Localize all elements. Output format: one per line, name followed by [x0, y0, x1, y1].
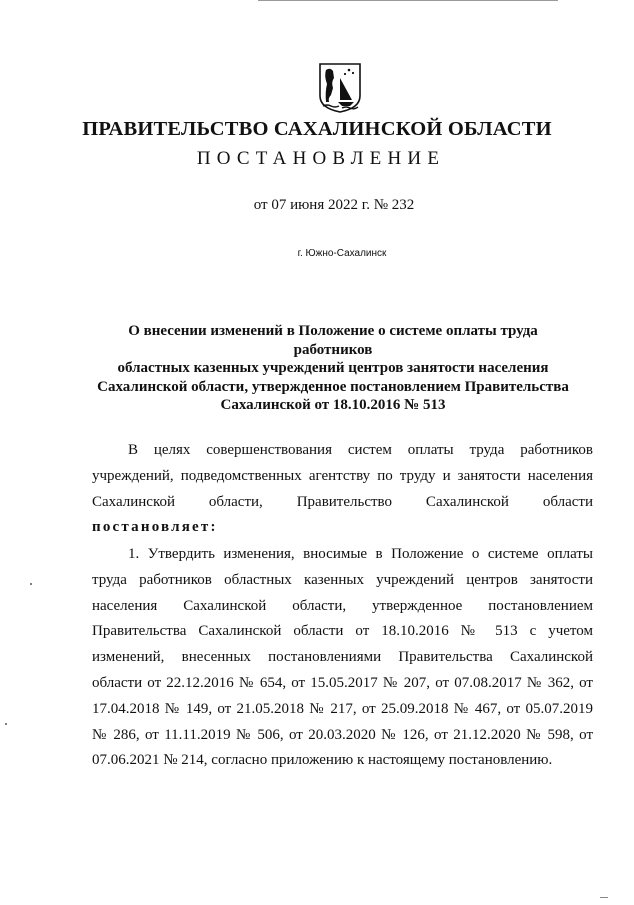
preamble-line: Сахалинской области, Правительство Сахалинской области	[92, 493, 593, 510]
city-name: г. Южно-Сахалинск	[297, 248, 387, 259]
item-line: 17.04.2018 № 149, от 21.05.2018 № 217, от 25.09.2018 № 467, от 05.07.2019	[92, 700, 593, 717]
document-type: ПОСТАНОВЛЕНИЕ	[196, 148, 446, 169]
document-subject	[88, 322, 578, 415]
decree-word: постановляет:	[92, 519, 218, 536]
item-line: труда работников областных казенных учреждений центров занятости	[92, 571, 593, 588]
coat-of-arms-icon	[318, 62, 362, 114]
item-line: 1. Утвердить изменения, вносимые в Положение о системе оплаты	[128, 546, 593, 562]
item-line: 07.06.2021 № 214, согласно приложению к настоящему постановлению.	[92, 752, 553, 769]
item-line: Правительства Сахалинской области от 18.10.2016 № 513 с учетом	[92, 623, 593, 640]
item-1-paragraph	[92, 542, 593, 774]
subject-line: О внесении изменений в Положение о системе оплаты труда работников	[128, 323, 538, 358]
item-line: изменений, внесенных постановлениями Правительства Сахалинской	[92, 649, 593, 666]
preamble-line: учреждений, подведомственных агентству по труду и занятости населения	[92, 467, 593, 484]
preamble-line: В целях совершенствования систем оплаты труда работников	[128, 442, 593, 458]
subject-line: Сахалинской области, утвержденное постановлением Правительства	[97, 378, 569, 395]
scan-speck	[600, 897, 608, 898]
item-line: № 286, от 11.11.2019 № 506, от 20.03.2020 № 126, от 21.12.2020 № 598, от	[92, 726, 593, 743]
subject-line: областных казенных учреждений центров занятости населения	[117, 360, 549, 376]
preamble-paragraph	[92, 438, 593, 541]
organization-title: ПРАВИТЕЛЬСТВО САХАЛИНСКОЙ ОБЛАСТИ	[82, 118, 552, 140]
date-number: от 07 июня 2022 г. № 232	[253, 197, 415, 213]
subject-line: Сахалинской от 18.10.2016 № 513	[220, 397, 446, 413]
scan-speck	[30, 583, 32, 585]
item-line: области от 22.12.2016 № 654, от 15.05.2017 № 207, от 07.08.2017 № 362, от	[92, 674, 593, 691]
scan-speck	[5, 723, 7, 725]
scan-edge-line	[258, 0, 558, 1]
item-line: населения Сахалинской области, утвержденное постановлением	[92, 597, 593, 614]
